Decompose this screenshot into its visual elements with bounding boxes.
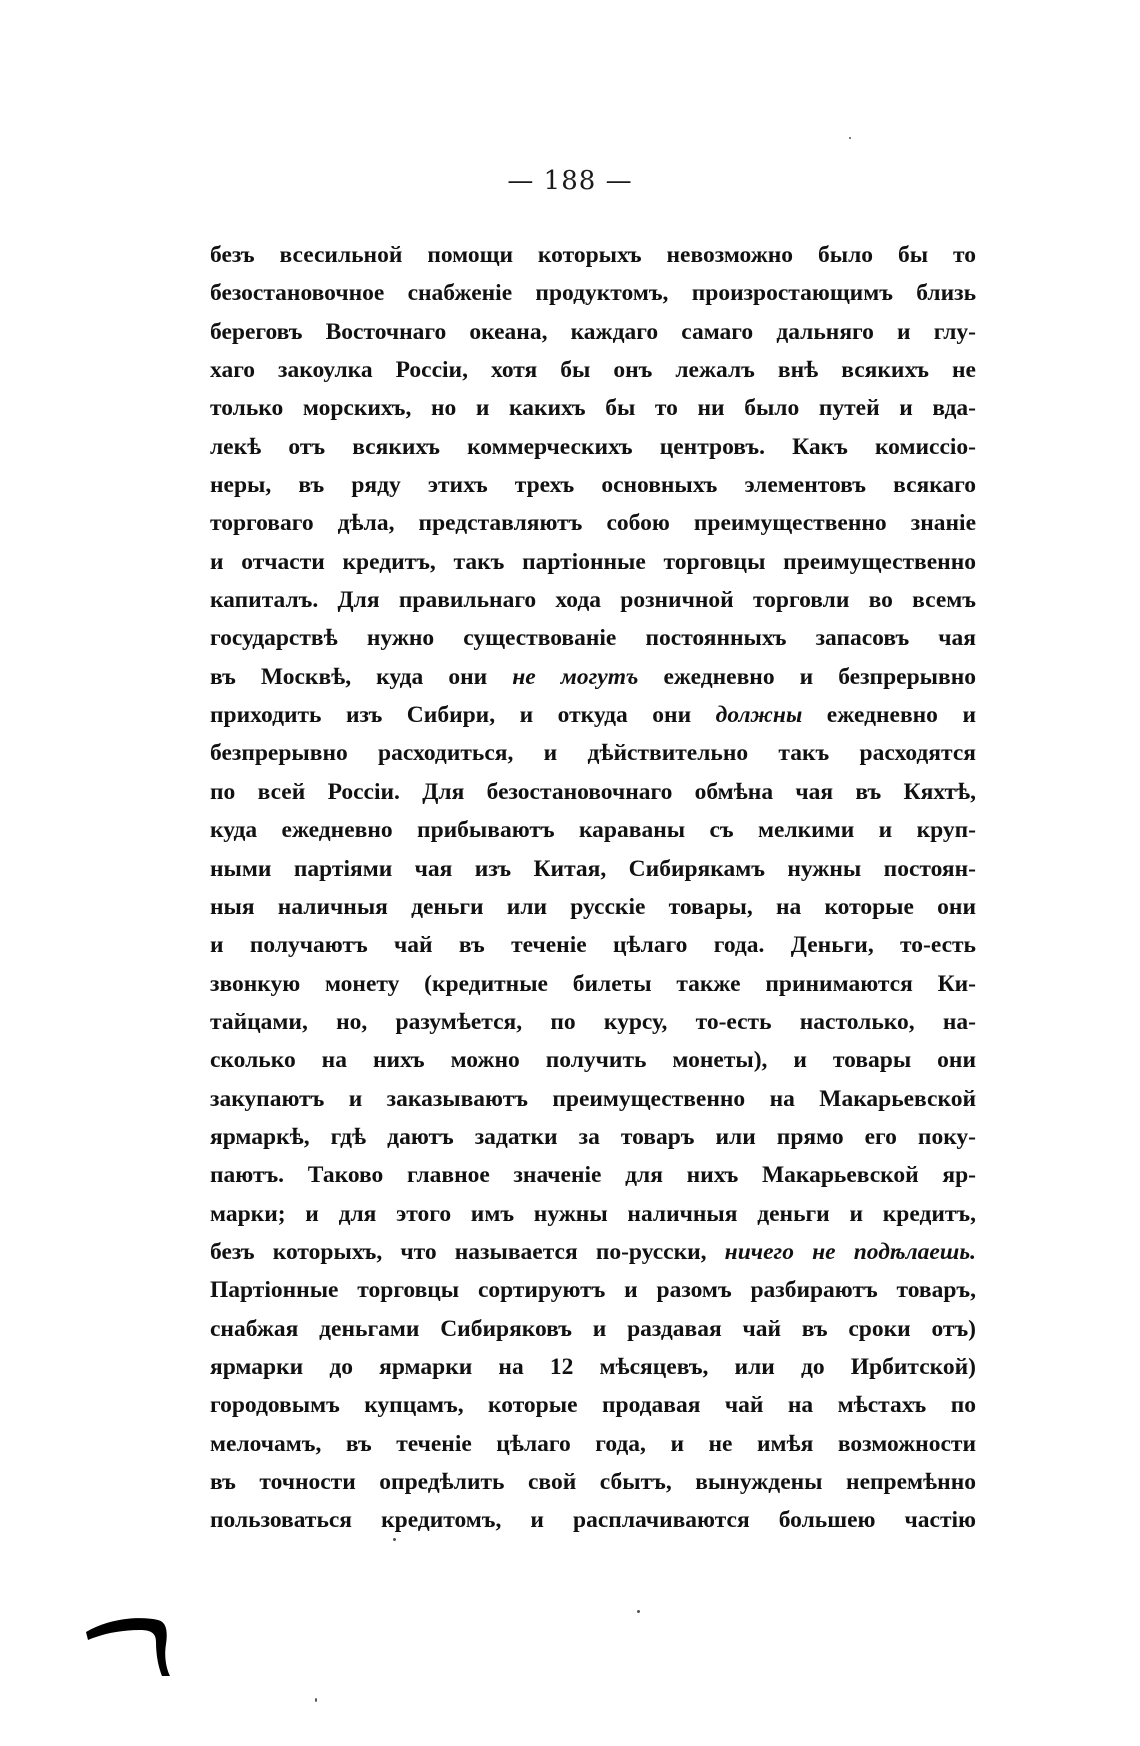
text-segment: мелочамъ, въ теченіе цѣлаго года, и не имѣя возможности <box>210 1430 976 1457</box>
text-line <box>210 1156 976 1194</box>
text-segment: береговъ Восточнаго океана, каждаго самаго дальняго и глу- <box>210 318 976 345</box>
text-line <box>210 428 976 466</box>
scan-speck <box>393 1538 396 1541</box>
text-segment: куда ежедневно прибываютъ караваны съ мелкими и круп- <box>210 817 976 844</box>
text-line <box>210 926 976 964</box>
text-segment: ярмарки до ярмарки на 12 мѣсяцевъ, или до Ирбитской) <box>210 1353 976 1380</box>
text-line <box>210 1118 976 1156</box>
body-text <box>210 236 976 1540</box>
text-segment: лекѣ отъ всякихъ коммерческихъ центровъ. Какъ комиссіо- <box>210 433 976 460</box>
text-segment: тайцами, но, разумѣется, по курсу, то-есть настолько, на- <box>210 1008 976 1035</box>
text-line <box>210 1233 976 1271</box>
text-segment: ными партіями чая изъ Китая, Сибирякамъ нужны постоян- <box>210 855 976 882</box>
text-line <box>210 236 976 274</box>
text-segment: звонкую монету (кредитные билеты также принимаются Ки- <box>210 970 976 997</box>
text-segment: ярмаркѣ, гдѣ даютъ задатки за товаръ или прямо его поку- <box>210 1123 976 1150</box>
text-segment: сколько на нихъ можно получить монеты), и товары они <box>210 1047 976 1074</box>
text-line <box>210 274 976 312</box>
text-line <box>210 1195 976 1233</box>
text-line <box>210 658 976 696</box>
text-segment: неры, въ ряду этихъ трехъ основныхъ элементовъ всякаго <box>210 472 976 499</box>
text-line <box>210 1310 976 1348</box>
italic-phrase: ничего не подѣлаешь. <box>724 1238 976 1265</box>
text-line <box>210 1463 976 1501</box>
text-segment: приходить изъ Сибири, и откуда они <box>210 702 716 729</box>
text-line <box>210 389 976 427</box>
text-segment: безпрерывно расходиться, и дѣйствительно такъ расходятся <box>210 740 976 767</box>
text-segment: хаго закоулка Россіи, хотя бы онъ лежалъ внѣ всякихъ не <box>210 357 976 384</box>
text-line <box>210 1386 976 1424</box>
text-line <box>210 1041 976 1079</box>
text-line <box>210 313 976 351</box>
text-segment: ныя наличныя деньги или русскіе товары, на которые они <box>210 893 976 920</box>
text-segment: по всей Россіи. Для безостановочнаго обмѣна чая въ Кяхтѣ, <box>210 778 976 805</box>
text-segment: въ Москвѣ, куда они <box>210 663 513 690</box>
text-segment: въ точности опредѣлить свой сбытъ, вынуждены непремѣнно <box>210 1469 976 1495</box>
text-line <box>210 466 976 504</box>
text-segment: государствѣ нужно существованіе постоянныхъ запасовъ чая <box>210 625 976 652</box>
text-line <box>210 696 976 734</box>
text-segment: закупаютъ и заказываютъ преимущественно на Макарьевской <box>210 1085 976 1112</box>
text-line <box>210 850 976 888</box>
text-segment: безъ которыхъ, что называется по-русски, <box>210 1238 725 1265</box>
text-line <box>210 1271 976 1309</box>
text-segment: Партіонные торговцы сортируютъ и разомъ разбираютъ товаръ, <box>210 1277 976 1304</box>
text-segment: только морскихъ, но и какихъ бы то ни было путей и вда- <box>210 395 976 422</box>
text-segment: пользоваться кредитомъ, и расплачиваются большею частію <box>210 1507 976 1534</box>
text-segment: безостановочное снабженіе продуктомъ, произростающимъ близь <box>210 280 976 307</box>
text-line <box>210 888 976 926</box>
text-segment: капиталъ. Для правильнаго хода розничной торговли во всемъ <box>210 587 976 614</box>
italic-phrase: должны <box>715 702 803 729</box>
text-line <box>210 619 976 657</box>
scan-speck <box>315 1698 317 1702</box>
page-number: — 188 — <box>507 166 633 196</box>
text-line <box>210 581 976 619</box>
text-line <box>210 504 976 542</box>
text-segment: безъ всесильной помощи которыхъ невозможно было бы то <box>210 242 976 268</box>
text-line <box>210 773 976 811</box>
text-line <box>210 1425 976 1463</box>
text-line <box>210 1003 976 1041</box>
margin-hook-mark <box>80 1610 180 1680</box>
text-segment: ежедневно и безпрерывно <box>638 663 976 690</box>
text-segment: паютъ. Таково главное значеніе для нихъ Макарьевской яр- <box>210 1162 976 1189</box>
text-segment: снабжая деньгами Сибиряковъ и раздавая чай въ сроки отъ) <box>210 1315 976 1342</box>
text-line <box>210 1080 976 1118</box>
text-line <box>210 543 976 581</box>
text-segment: ежедневно и <box>802 702 976 729</box>
text-line <box>210 1501 976 1539</box>
text-segment: и получаютъ чай въ теченіе цѣлаго года. Деньги, то-есть <box>210 932 976 959</box>
text-line <box>210 965 976 1003</box>
text-line <box>210 351 976 389</box>
text-segment: и отчасти кредитъ, такъ партіонные торговцы преимущественно <box>210 548 976 575</box>
scan-speck <box>637 1610 640 1613</box>
italic-phrase: не могутъ <box>512 663 639 690</box>
text-line <box>210 1348 976 1386</box>
text-segment: торговаго дѣла, представляютъ собою преимущественно знаніе <box>210 510 976 537</box>
text-segment: городовымъ купцамъ, которые продавая чай на мѣстахъ по <box>210 1392 976 1419</box>
text-line <box>210 811 976 849</box>
scan-speck <box>849 137 851 139</box>
text-line <box>210 734 976 772</box>
text-segment: марки; и для этого имъ нужны наличныя деньги и кредитъ, <box>210 1200 976 1227</box>
